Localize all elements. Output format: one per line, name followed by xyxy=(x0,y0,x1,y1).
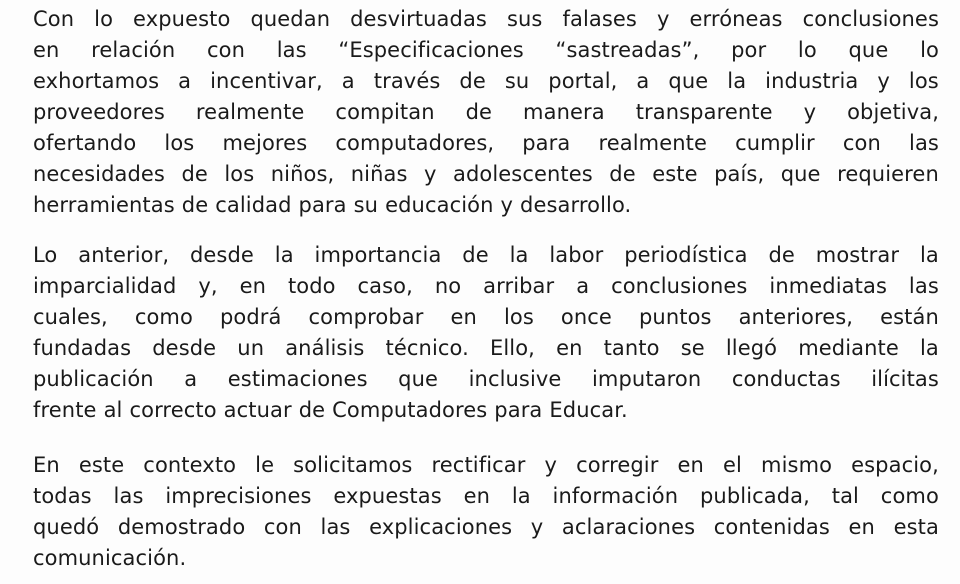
word: a xyxy=(576,274,590,298)
word: análisis xyxy=(285,336,365,360)
paragraph-line xyxy=(33,4,939,35)
word: industria xyxy=(765,69,859,93)
word: la xyxy=(511,484,531,508)
word: llegó xyxy=(725,336,778,360)
paragraph-conclusions xyxy=(33,4,939,221)
word: podrá xyxy=(219,305,282,329)
word: como xyxy=(134,305,193,329)
word: como xyxy=(880,484,939,508)
word: tal xyxy=(831,484,859,508)
word: incentivar, xyxy=(210,69,323,93)
word: para xyxy=(522,131,571,155)
word: computadores, xyxy=(335,131,495,155)
word: frente xyxy=(33,398,97,422)
word: realmente xyxy=(598,131,708,155)
word: que xyxy=(780,162,821,186)
word: país, xyxy=(714,162,765,186)
word: no xyxy=(434,274,462,298)
word: demostrado xyxy=(117,515,246,539)
word: relación xyxy=(91,38,176,62)
word: publicada, xyxy=(699,484,810,508)
word: imprecisiones xyxy=(165,484,312,508)
word: cuales, xyxy=(33,305,108,329)
word: solicitamos xyxy=(293,453,413,477)
word: de xyxy=(298,398,326,422)
word: la xyxy=(919,243,939,267)
word: la xyxy=(274,243,294,267)
paragraph-line xyxy=(33,35,939,66)
paragraph-line xyxy=(33,450,939,481)
word: en xyxy=(848,515,875,539)
word: ilícitas xyxy=(871,367,939,391)
paragraph-line xyxy=(33,395,939,426)
word: desde xyxy=(152,336,217,360)
word: quedó xyxy=(33,515,100,539)
word: actuar xyxy=(223,398,292,422)
word: en xyxy=(677,453,704,477)
word: contenidas xyxy=(713,515,830,539)
word: por xyxy=(731,38,767,62)
word: a xyxy=(636,69,650,93)
word: en xyxy=(239,274,267,298)
word: estimaciones xyxy=(227,367,368,391)
word: que xyxy=(848,38,889,62)
word: la xyxy=(509,243,529,267)
word: en xyxy=(450,305,477,329)
word: manera xyxy=(523,100,605,124)
word: en xyxy=(33,38,60,62)
word: explicaciones xyxy=(369,515,513,539)
paragraph-line xyxy=(33,159,939,190)
paragraph-line xyxy=(33,333,939,364)
word: Computadores xyxy=(332,398,488,422)
word: y, xyxy=(198,274,218,298)
word: calidad xyxy=(215,193,292,217)
word: las xyxy=(909,131,939,155)
paragraph-line xyxy=(33,271,939,302)
word: las xyxy=(908,274,939,298)
word: lo xyxy=(797,38,817,62)
paragraph-line xyxy=(33,512,939,543)
word: arribar xyxy=(483,274,555,298)
word: anterior, xyxy=(78,243,170,267)
word: quedan xyxy=(250,7,331,31)
paragraph-impartiality xyxy=(33,240,939,426)
word: fundadas xyxy=(33,336,132,360)
word: información xyxy=(552,484,679,508)
word: anteriores, xyxy=(738,305,854,329)
word: expuestas xyxy=(333,484,442,508)
word: once xyxy=(560,305,612,329)
word: y xyxy=(656,7,670,31)
word: con xyxy=(263,515,302,539)
word: a xyxy=(341,69,355,93)
word: y xyxy=(544,453,558,477)
word: de xyxy=(465,100,493,124)
word: lo xyxy=(94,7,114,31)
paragraph-line xyxy=(33,97,939,128)
word: niñas xyxy=(350,162,408,186)
paragraph-rectification-request xyxy=(33,450,939,574)
word: falases xyxy=(562,7,637,31)
word: importancia xyxy=(314,243,442,267)
word: tanto xyxy=(603,336,660,360)
word: de xyxy=(609,162,636,186)
word: comprobar xyxy=(308,305,424,329)
word: todo xyxy=(287,274,336,298)
word: la xyxy=(727,69,747,93)
word: para xyxy=(298,193,347,217)
word: compitan xyxy=(335,100,435,124)
word: imputaron xyxy=(592,367,702,391)
word: para xyxy=(494,398,543,422)
word: publicación xyxy=(33,367,154,391)
word: de xyxy=(768,243,795,267)
word: proveedores xyxy=(33,100,165,124)
paragraph-line xyxy=(33,190,939,221)
word: lo xyxy=(920,38,939,62)
word: a xyxy=(178,69,192,93)
word: con xyxy=(842,131,881,155)
word: conclusiones xyxy=(802,7,939,31)
word: que xyxy=(668,69,709,93)
word: desde xyxy=(189,243,254,267)
word: En xyxy=(33,453,60,477)
word: imparcialidad xyxy=(33,274,177,298)
word: caso, xyxy=(357,274,413,298)
paragraph-line xyxy=(33,240,939,271)
word: un xyxy=(237,336,265,360)
word: y xyxy=(500,193,514,217)
word: las xyxy=(276,38,307,62)
word: desvirtuadas xyxy=(350,7,487,31)
word: espacio, xyxy=(851,453,939,477)
word: conductas xyxy=(731,367,841,391)
word: y xyxy=(877,69,890,93)
word: contexto xyxy=(143,453,237,477)
word: través xyxy=(373,69,441,93)
word: mostrar xyxy=(815,243,900,267)
word: se xyxy=(680,336,705,360)
word: de xyxy=(459,69,486,93)
word: aclaraciones xyxy=(561,515,696,539)
word: corregir xyxy=(576,453,659,477)
word: niños, xyxy=(270,162,335,186)
word: educación xyxy=(385,193,494,217)
word: le xyxy=(255,453,275,477)
word: de xyxy=(181,162,208,186)
word: los xyxy=(503,305,534,329)
word: los xyxy=(224,162,255,186)
word: rectificar xyxy=(431,453,526,477)
word: la xyxy=(920,336,939,360)
word: periodística xyxy=(624,243,748,267)
word: Educar. xyxy=(549,398,628,422)
word: su xyxy=(504,69,530,93)
word: “sastreadas”, xyxy=(555,38,700,62)
word: y xyxy=(803,100,817,124)
word: “Especificaciones xyxy=(338,38,524,62)
word: Ello, xyxy=(490,336,535,360)
word: los xyxy=(164,131,195,155)
word: al xyxy=(103,398,123,422)
word: su xyxy=(353,193,379,217)
paragraph-line xyxy=(33,66,939,97)
word: este xyxy=(78,453,125,477)
paragraph-line xyxy=(33,481,939,512)
word: técnico. xyxy=(385,336,469,360)
word: Con xyxy=(33,7,75,31)
word: mediante xyxy=(798,336,899,360)
word: herramientas xyxy=(33,193,175,217)
word: y xyxy=(530,515,544,539)
word: que xyxy=(398,367,439,391)
word: objetiva, xyxy=(847,100,939,124)
paragraph-line xyxy=(33,302,939,333)
word: las xyxy=(320,515,351,539)
word: necesidades xyxy=(33,162,165,186)
word: realmente xyxy=(195,100,305,124)
word: inclusive xyxy=(468,367,562,391)
word: ofertando xyxy=(33,131,137,155)
word: a xyxy=(184,367,198,391)
word: Lo xyxy=(33,243,58,267)
word: los xyxy=(908,69,939,93)
word: inmediatas xyxy=(769,274,887,298)
word: comunicación. xyxy=(33,546,187,570)
word: las xyxy=(113,484,144,508)
word: de xyxy=(462,243,489,267)
word: esta xyxy=(893,515,939,539)
word: de xyxy=(181,193,209,217)
word: el xyxy=(723,453,742,477)
word: mismo xyxy=(761,453,833,477)
word: desarrollo. xyxy=(520,193,632,217)
word: correcto xyxy=(129,398,217,422)
word: requieren xyxy=(837,162,939,186)
word: están xyxy=(880,305,939,329)
word: adolescentes xyxy=(453,162,593,186)
paragraph-line xyxy=(33,364,939,395)
word: exhortamos xyxy=(33,69,160,93)
word: transparente xyxy=(635,100,773,124)
word: portal, xyxy=(548,69,618,93)
word: y xyxy=(424,162,437,186)
word: conclusiones xyxy=(611,274,748,298)
word: en xyxy=(556,336,583,360)
word: este xyxy=(652,162,698,186)
word: cumplir xyxy=(735,131,815,155)
word: mejores xyxy=(222,131,308,155)
word: erróneas xyxy=(689,7,783,31)
word: sus xyxy=(506,7,543,31)
word: labor xyxy=(549,243,604,267)
word: expuesto xyxy=(133,7,231,31)
word: todas xyxy=(33,484,92,508)
word: puntos xyxy=(638,305,712,329)
word: en xyxy=(463,484,491,508)
word: con xyxy=(206,38,245,62)
paragraph-line xyxy=(33,543,939,574)
paragraph-line xyxy=(33,128,939,159)
